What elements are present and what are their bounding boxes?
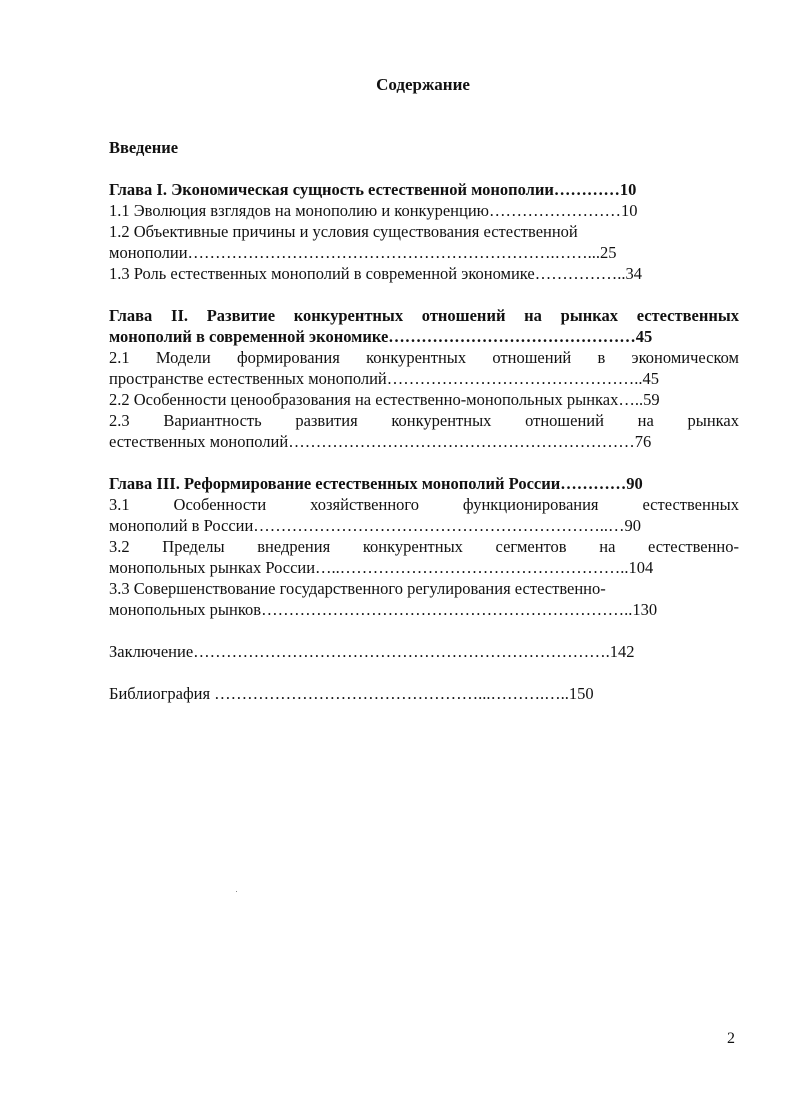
toc-section-2-3-line1: 2.3 Вариантность развития конкурентных отношений на рынках [109,411,739,430]
page-title: Содержание [376,75,470,94]
toc-section-3-1-line1: 3.1 Особенности хозяйственного функционирования естественных [109,495,739,514]
toc-section-3-2-line1: 3.2 Пределы внедрения конкурентных сегментов на естественно- [109,537,739,556]
toc-section-3-1-line2: монополий в России………………………………………………………..…90 [109,516,642,535]
toc-bibliography: Библиография …………………………………………...……….…..150 [109,684,594,703]
toc-chapter-3-heading: Глава III. Реформирование естественных монополий России…………90 [109,474,643,493]
toc-section-3-2-line2: монопольных рынках России…..……………………………………………..104 [109,558,654,577]
toc-section-2-2: 2.2 Особенности ценообразования на естественно-монопольных рынках…..59 [109,390,660,409]
toc-chapter-2-heading-line1: Глава II. Развитие конкурентных отношений на рынках естественных [109,306,739,325]
toc-conclusion: Заключение………………………………………………………………….142 [109,642,635,661]
toc-section-1-3: 1.3 Роль естественных монополий в современной экономике……………..34 [109,264,642,283]
toc-chapter-1-heading: Глава I. Экономическая сущность естественной монополии…………10 [109,180,637,199]
toc-section-3-3-line1: 3.3 Совершенствование государственного регулирования естественно- [109,579,606,598]
toc-section-2-1-line2: пространстве естественных монополий………………………………………..45 [109,369,660,388]
page-number: 2 [727,1030,735,1047]
scan-speck [236,891,237,892]
toc-section-1-2-line1: 1.2 Объективные причины и условия существования естественной [109,222,578,241]
toc-section-2-3-line2: естественных монополий………………………………………………………76 [109,432,652,451]
toc-section-1-1: 1.1 Эволюция взглядов на монополию и конкуренцию……………………10 [109,201,638,220]
toc-section-1-2-line2: монополии………………………………………………………….……...25 [109,243,617,262]
toc-chapter-2-heading-line2: монополий в современной экономике………………………………………45 [109,327,653,346]
toc-introduction: Введение [109,138,179,157]
toc-section-2-1-line1: 2.1 Модели формирования конкурентных отношений в экономическом [109,348,739,367]
toc-section-3-3-line2: монопольных рынков…………………………………………………………..130 [109,600,658,619]
